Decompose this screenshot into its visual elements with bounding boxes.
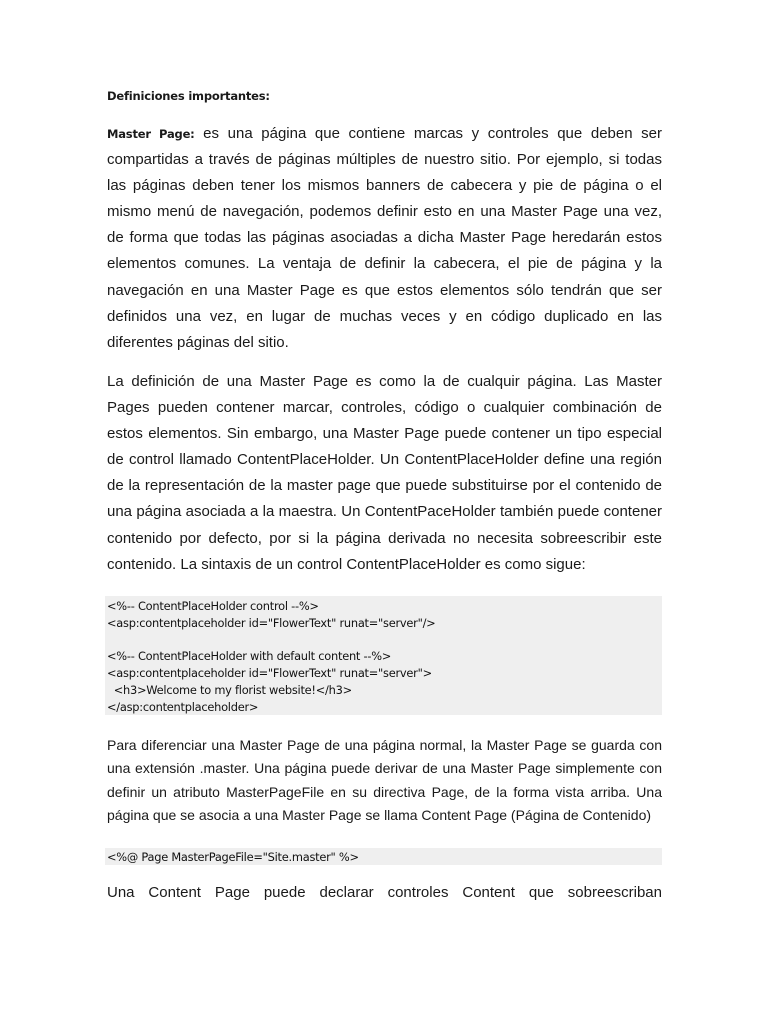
contentplaceholder-paragraph: La definición de una Master Page es como la de cualquir página. Las Master Pages pueden contener marcar, controles, código o cualquier combinación de estos elementos. Sin embargo, una Master Page puede contener un tipo especial de control llamado ContentPlaceHolder. Un ContentPlaceHolder define una región de la representación de la master page que puede substituirse por el contenido de una página asociada a la maestra. Un ContentPaceHolder también puede contener contenido por defecto, por si la página derivada no necesita sobreescribir este contenido. La sintaxis de un control ContentPlaceHolder es como sigue:	[107, 373, 662, 573]
code-block-page-directive	[105, 848, 662, 865]
code-line: <%-- ContentPlaceHolder control --%>	[107, 599, 319, 613]
code-line: <%@ Page MasterPageFile="Site.master" %>	[107, 850, 359, 864]
code-line	[107, 632, 662, 649]
code-line: <%-- ContentPlaceHolder with default content --%>	[107, 649, 392, 664]
code-line: <h3>Welcome to my florist website!</h3>	[107, 682, 352, 697]
term-master-page: Master Page:	[107, 127, 195, 141]
content-page-paragraph: Una Content Page puede declarar controles Content que sobreescriban	[107, 884, 662, 901]
master-page-definition-paragraph	[107, 121, 662, 356]
section-heading: Definiciones importantes:	[107, 89, 270, 103]
code-block-contentplaceholder	[105, 596, 662, 715]
master-extension-paragraph: Para diferenciar una Master Page de una página normal, la Master Page se guarda con una extensión .master. Una página puede derivar de una Master Page simplemente con definir un atributo MasterPageFile en su directiva Page, de la forma vista arriba. Una página que se asocia a una Master Page se llama Content Page (Página de Contenido)	[107, 737, 662, 823]
code-line: <asp:contentplaceholder id="FlowerText" runat="server">	[107, 666, 432, 681]
code-line: </asp:contentplaceholder>	[107, 699, 259, 714]
code-line: <asp:contentplaceholder id="FlowerText" runat="server"/>	[107, 615, 436, 630]
definition-text: es una página que contiene marcas y controles que deben ser compartidas a través de páginas múltiples de nuestro sitio. Por ejemplo, si todas las páginas deben tener los mismos banners de cabecera y pie de página o el mismo menú de navegación, podemos definir esto en una Master Page una vez, de forma que todas las páginas asociadas a dicha Master Page heredarán estos elementos comunes. La ventaja de definir la cabecera, el pie de página y la navegación en una Master Page es que estos elementos sólo tendrán que ser definidos una vez, en lugar de muchas veces y en código duplicado en las diferentes páginas del sitio.	[107, 125, 662, 351]
